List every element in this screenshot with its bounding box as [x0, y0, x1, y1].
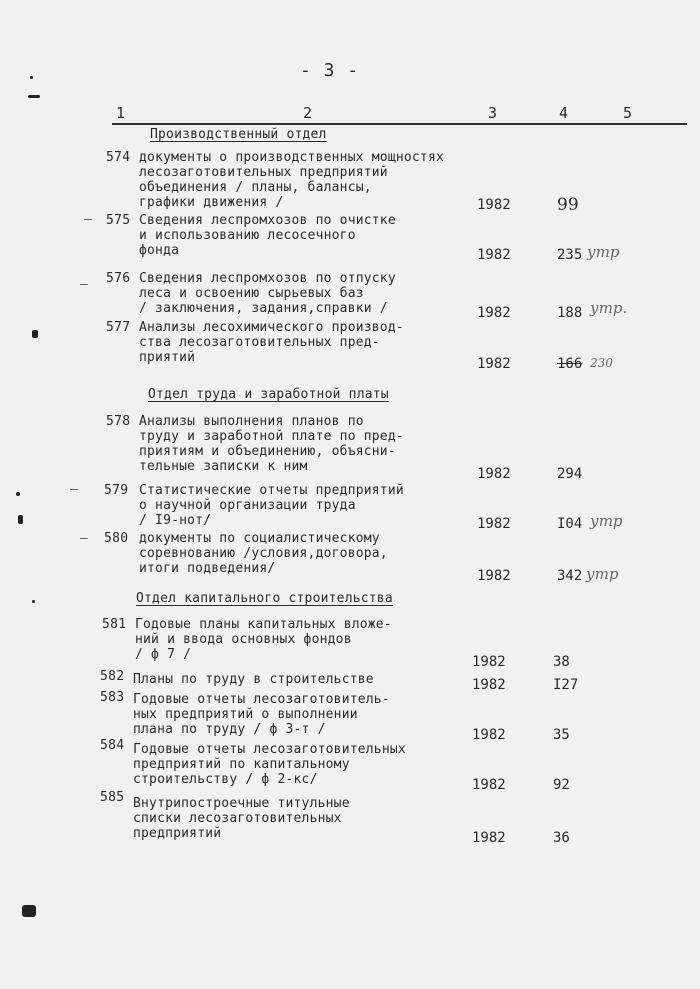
column-header-3: 3: [488, 104, 498, 122]
row-580-note: утр: [586, 565, 619, 583]
scan-speck: [28, 95, 40, 98]
row-576-note: утр.: [590, 299, 628, 317]
row-577-description: Анализы лесохимического производ- ства лесозаготовительных пред- приятий: [139, 320, 404, 365]
row-585-year: 1982: [472, 830, 506, 846]
row-579-year: 1982: [477, 516, 511, 532]
row-581-number: 581: [102, 617, 127, 632]
row-580-count: 342: [557, 568, 583, 584]
row-582-description: Планы по труду в строительстве: [133, 672, 374, 687]
section-construction: Отдел капитального строительства: [136, 591, 393, 606]
row-580-year: 1982: [477, 568, 511, 584]
row-585-description: Внутрипостроечные титульные списки лесозаготовительных предприятий: [133, 796, 350, 841]
row-581-year: 1982: [472, 654, 506, 670]
row-574-count: 99: [557, 195, 579, 215]
scan-speck: [22, 905, 36, 917]
row-577-count: 166: [557, 356, 583, 372]
row-575-description: Сведения леспромхозов по очистке и использованию лесосечного фонда: [139, 213, 396, 258]
row-580-description: документы по социалистическому соревнованию /условия,договора, итоги подведения/: [139, 531, 388, 576]
row-584-count: 92: [553, 777, 570, 793]
section-labor: Отдел труда и заработной платы: [148, 387, 389, 402]
page-number: - 3 -: [300, 60, 360, 81]
row-581-count: 38: [553, 654, 570, 670]
row-578-description: Анализы выполнения планов по труду и заработной плате по пред- приятиям и объединению, объясни- тельные записки к ним: [139, 414, 404, 474]
row-584-description: Годовые отчеты лесозаготовительных предприятий по капитальному строительству / ф 2-кс/: [133, 742, 406, 787]
row-581-description: Годовые планы капитальных вложе- ний и ввода основных фондов / ф 7 /: [135, 617, 392, 662]
row-580-number: 580: [104, 531, 129, 546]
column-header-5: 5: [623, 104, 633, 122]
row-585-count: 36: [553, 830, 570, 846]
row-582-count: I27: [553, 677, 579, 693]
row-575-dash: —: [84, 212, 92, 227]
column-header-2: 2: [303, 104, 313, 122]
row-583-number: 583: [100, 690, 125, 705]
row-576-description: Сведения леспромхозов по отпуску леса и освоению сырьевых баз / заключения, задания,справки /: [139, 271, 396, 316]
row-585-number: 585: [100, 790, 125, 805]
row-574-description: документы о производственных мощностях лесозаготовительных предприятий объединения / планы, балансы, графики движения /: [139, 150, 445, 210]
row-577-year: 1982: [477, 356, 511, 372]
scan-speck: [16, 492, 20, 496]
scan-speck: [32, 330, 38, 338]
row-576-number: 576: [106, 271, 131, 286]
row-576-year: 1982: [477, 305, 511, 321]
row-578-number: 578: [106, 414, 131, 429]
row-579-number: 579: [104, 483, 129, 498]
row-574-year: 1982: [477, 197, 511, 213]
column-header-1: 1: [116, 104, 126, 122]
row-584-number: 584: [100, 738, 125, 753]
row-577-note: 230: [590, 356, 613, 370]
row-575-count: 235: [557, 247, 583, 263]
row-576-count: 188: [557, 305, 583, 321]
row-575-year: 1982: [477, 247, 511, 263]
row-582-number: 582: [100, 669, 125, 684]
row-579-dash: —: [70, 482, 78, 497]
section-production: Производственный отдел: [150, 127, 327, 142]
scan-speck: [18, 515, 23, 524]
row-578-year: 1982: [477, 466, 511, 482]
row-579-note: утр: [590, 512, 623, 530]
scan-speck: [30, 76, 33, 79]
row-575-note: утр: [587, 243, 620, 261]
row-579-count: I04: [557, 516, 583, 532]
header-rule: [112, 123, 687, 125]
row-574-number: 574: [106, 150, 131, 165]
column-header-4: 4: [559, 104, 569, 122]
row-583-year: 1982: [472, 727, 506, 743]
row-583-description: Годовые отчеты лесозаготовитель- ных предприятий о выполнении плана по труду / ф 3-т /: [133, 692, 390, 737]
row-584-year: 1982: [472, 777, 506, 793]
scan-speck: [32, 600, 35, 603]
row-582-year: 1982: [472, 677, 506, 693]
row-579-description: Статистические отчеты предприятий о научной организации труда / I9-нот/: [139, 483, 404, 528]
row-578-count: 294: [557, 466, 583, 482]
row-575-number: 575: [106, 213, 131, 228]
row-576-dash: —: [80, 277, 88, 292]
row-580-dash: —: [80, 531, 88, 546]
row-577-number: 577: [106, 320, 131, 335]
row-583-count: 35: [553, 727, 570, 743]
